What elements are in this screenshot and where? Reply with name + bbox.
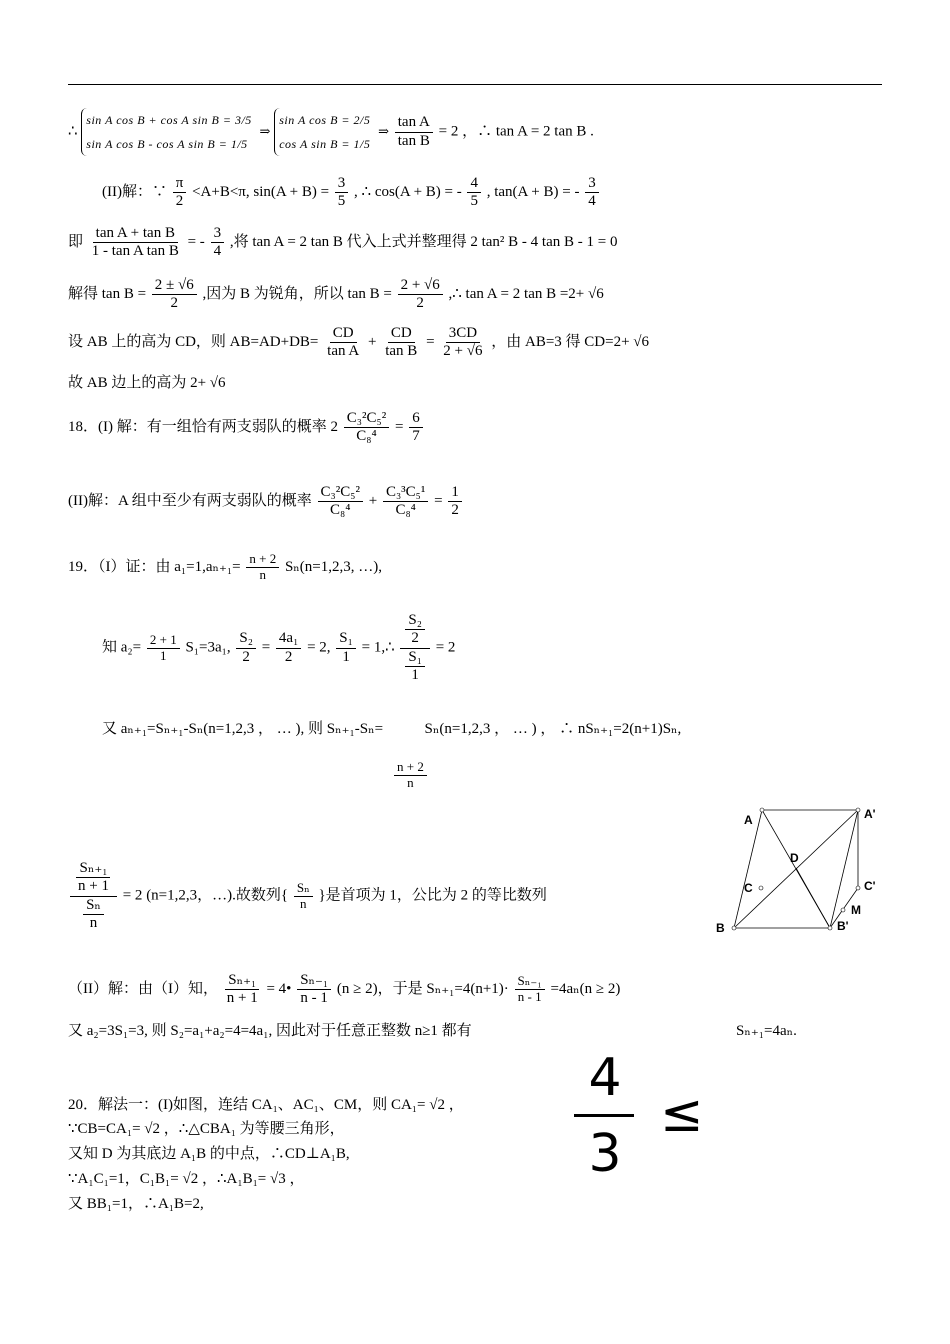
frac-num: 2 + √6 [398, 277, 443, 295]
part2-prefix: （II）解：由（I）知， [68, 981, 218, 998]
frac-den: C₈⁴ [395, 502, 416, 519]
big-leq-symbol: ≤ [660, 1084, 704, 1144]
frac-den: n [259, 566, 267, 582]
point-B1 [828, 926, 832, 930]
frac-den: tan B [385, 343, 418, 360]
p17-line2 [102, 175, 601, 211]
frac-den: C₈⁴ [330, 502, 351, 519]
diff-text: 又 aₙ₊₁=Sₙ₊₁-Sₙ(n=1,2,3 ， … ), 则 Sₙ₊₁-Sₙ= [102, 721, 384, 737]
know-prefix: 知 a₂= [102, 639, 142, 656]
p18-line2 [68, 484, 464, 520]
frac-den: 4 [588, 193, 596, 210]
plus: + [368, 493, 378, 510]
p18-prefix: 18．(I) 解：有一组恰有两支弱队的概率 [68, 419, 327, 436]
equals: = [394, 419, 404, 436]
coefficient: 2 [330, 419, 338, 436]
frac-den: 2 [411, 630, 419, 647]
n-plus-2-over-n [246, 552, 279, 583]
frac-num: 2 + 1 [147, 633, 180, 649]
frac-num: C₃²C₅² [344, 410, 389, 428]
frac-den: 7 [412, 428, 420, 445]
p17-line4 [68, 277, 604, 313]
point-A1 [856, 808, 860, 812]
frac-den: 5 [470, 193, 478, 210]
frac-den: n [89, 914, 98, 931]
height-prefix: 设 AB 上的高为 CD，则 AB=AD+DB= [68, 334, 319, 351]
frac-den: n - 1 [517, 989, 542, 1005]
sin-text: <A+B<π, sin(A + B) = [192, 184, 330, 201]
point-A [760, 808, 764, 812]
frac-num: Sₙ₊₁ [225, 972, 259, 990]
frac-num: 3 [211, 225, 225, 243]
equals-one: = 1,∴ [361, 639, 395, 656]
frac-den: 2 [416, 295, 424, 312]
label-A1: A' [864, 807, 876, 821]
frac-num: CD [330, 325, 357, 343]
s2-over-2 [236, 630, 256, 666]
equals-two: = 2 [122, 887, 143, 904]
s1-text: S₁=3a₁, [185, 639, 231, 656]
tanB-fraction-2 [398, 277, 443, 313]
three-quarters [585, 175, 599, 211]
frac-num: 4a₁ [276, 630, 301, 648]
big-fraction-bar [574, 1114, 634, 1117]
equals-two: = 2 [438, 123, 459, 140]
frac-den: 5 [337, 193, 346, 210]
p20-line1: 20．解法一：(I)如图，连结 CA₁、AC₁、CM，则 CA₁= √2 ， [68, 1097, 464, 1113]
frac-den: n + 1 [78, 878, 109, 895]
frac-num: 3CD [446, 325, 480, 343]
segment-D-B1 [796, 868, 830, 928]
big-numerator: 4 [588, 1048, 622, 1108]
p17-line3 [68, 225, 617, 261]
frac-den: 1 [342, 648, 350, 665]
label-C1: C' [864, 879, 876, 893]
frac-num: tan A + tan B [93, 225, 178, 243]
acute-text: ,因为 B 为锐角，所以 tan B = [202, 286, 392, 303]
frac-den: n + 1 [226, 990, 258, 1007]
one-half [448, 484, 462, 520]
implies-arrow-2: ⇒ [378, 123, 390, 139]
p19-line3 [102, 720, 681, 738]
frac-den: 2 [242, 648, 250, 665]
frac-den: 1 [411, 666, 419, 683]
cos-text: , ∴ cos(A + B) = - [354, 184, 462, 201]
point-B [732, 926, 736, 930]
frac-num: π [173, 175, 187, 193]
comb-fraction-2 [383, 484, 428, 520]
label-B: B [716, 921, 725, 935]
tanB-fraction-1 [152, 277, 197, 313]
frac-den [78, 897, 109, 933]
sys1-eq1: sin A cos B + cos A sin B = 3/5 [86, 113, 252, 127]
six-sevenths [409, 410, 423, 446]
recurrence-tail: Sₙ(n=1,2,3, …), [284, 558, 382, 575]
prism-figure [700, 800, 900, 940]
frac-num: Sₙ [83, 897, 104, 915]
condition-text: (n ≥ 2)，于是 Sₙ₊₁=4(n+1)· [336, 981, 509, 998]
frac-num: tan A [395, 114, 433, 132]
three-fifths [335, 175, 349, 211]
frac-num: 3 [585, 175, 599, 193]
four-dot: = 4• [266, 981, 292, 998]
p19-line2 [102, 612, 455, 684]
four-fifths [467, 175, 481, 211]
frac-num: n + 2 [394, 760, 427, 776]
frac-den: 2 + √6 [443, 343, 483, 360]
pi-over-two [173, 175, 187, 211]
s1-over-1 [336, 630, 356, 666]
p18-line1 [68, 410, 425, 446]
frac-den: 2 [170, 295, 179, 312]
frac-den [400, 649, 430, 685]
substitution-text: ,将 tan A = 2 tan B 代入上式并整理得 2 tan² B - 4 tan B - 1 = 0 [229, 234, 618, 251]
label-D: D [790, 851, 799, 865]
label-M: M [851, 903, 861, 917]
frac-den: n [300, 895, 307, 911]
4a1-over-2 [276, 630, 301, 666]
p19-line5 [68, 972, 620, 1008]
point-M [841, 908, 845, 912]
p18-part2-prefix: (II)解：A 组中至少有两支弱队的概率 [68, 493, 312, 510]
label-C: C [744, 881, 753, 895]
equals: = [426, 334, 435, 351]
p19-line3-fraction [392, 760, 429, 791]
n-plus-2-over-n-2 [394, 760, 427, 791]
line-tail: ，∴ tan A = 2 tan B . [462, 123, 594, 140]
frac-num: Sₙ₋₁ [515, 974, 545, 990]
frac-den: 1 [160, 647, 167, 663]
frac-num [70, 860, 117, 897]
tan-sum-fraction [89, 225, 182, 261]
frac-den: 2 [284, 648, 293, 665]
p17-line5 [68, 325, 649, 361]
sn1-over-n1 [224, 972, 261, 1008]
result-text: =4aₙ(n ≥ 2) [550, 981, 621, 998]
three-cd-fraction [440, 325, 485, 361]
label-A: A [744, 813, 753, 827]
p20-line4: ∵A₁C₁=1，C₁B₁= √2 ，∴A₁B₁= √3 ， [68, 1171, 305, 1187]
plus: + [368, 334, 377, 351]
point-C1 [856, 886, 860, 890]
p19-line6: 又 a₂=3S₁=3, 则 S₂=a₁+a₂=4=4a₁, 因此对于任意正整数 n≥1 都有 [68, 1023, 472, 1039]
figure-labels [716, 807, 876, 935]
frac-den: 4 [213, 243, 222, 260]
sys2-eq1: sin A cos B = 2/5 [279, 113, 371, 127]
p17-line1 [68, 108, 594, 156]
frac-num: Sₙ₊₁ [76, 860, 110, 878]
part2-prefix: (II)解：∵ [102, 184, 167, 201]
sys1-eq2: sin A cos B - cos A sin B = 1/5 [86, 137, 248, 151]
geometric-text: }是首项为 1，公比为 2 的等比数列 [318, 887, 547, 904]
tan-ratio-fraction [395, 114, 433, 150]
p19-line4 [68, 860, 547, 932]
sequence-text: (n=1,2,3，…).故数列{ [146, 887, 289, 904]
frac-num: 2 ± √6 [152, 277, 197, 295]
p20-line3: 又知 D 为其底边 A₁B 的中点，∴CD⊥A₁B, [68, 1146, 350, 1162]
big-denominator: 3 [588, 1124, 622, 1184]
frac-num: C₃³C₅¹ [383, 484, 428, 502]
equation-system-1 [81, 108, 255, 156]
frac-num: 3 [335, 175, 349, 193]
frac-num: S₂ [405, 612, 425, 630]
frac-den: n [407, 774, 414, 790]
frac-num: 6 [409, 410, 423, 428]
frac-num: S₂ [236, 630, 256, 648]
frac-num [400, 612, 430, 649]
ratio-compound-fraction [70, 860, 117, 932]
edge-A-B [734, 810, 762, 928]
cd-tanA [324, 325, 362, 361]
equals: = [261, 639, 271, 656]
therefore-symbol: ∴ [68, 123, 78, 140]
three-over-one [147, 633, 180, 664]
cd-result: ，由 AB=3 得 CD=2+ √6 [491, 334, 650, 351]
p19-line6-tail: Sₙ₊₁=4aₙ. [736, 1023, 797, 1039]
frac-num: n + 2 [246, 552, 279, 568]
frac-den: tan B [397, 132, 430, 149]
tan-text: , tan(A + B) = - [486, 184, 580, 201]
frac-num: Sₙ₋₁ [297, 972, 331, 990]
three-quarters-2 [211, 225, 225, 261]
frac-num: S₁ [336, 630, 356, 648]
p19-line1 [68, 552, 382, 583]
implies-arrow: ⇒ [259, 123, 271, 139]
sn-1-over-n-1 [297, 972, 331, 1008]
frac-den: 2 [175, 193, 184, 210]
frac-num: 1 [448, 484, 462, 502]
p19-prefix: 19．（I）证：由 a₁=1,aₙ₊₁= [68, 558, 241, 575]
equals-two: = 2 [435, 639, 456, 656]
frac-den: 1 - tan A tan B [91, 243, 179, 260]
point-C [759, 886, 763, 890]
p20-line5: 又 BB₁=1，∴A₁B=2, [68, 1196, 204, 1212]
frac-den: C₈⁴ [356, 428, 377, 445]
comb-fraction-1 [318, 484, 363, 520]
figure-edges [734, 810, 858, 928]
compound-fraction [400, 612, 430, 684]
sys2-eq2: cos A sin B = 1/5 [279, 137, 371, 151]
frac-den: 2 [451, 502, 459, 519]
frac-num: 4 [467, 175, 481, 193]
frac-den: tan A [327, 343, 360, 360]
equals-minus: = - [187, 234, 205, 251]
sn-1-over-n-1-b [515, 974, 545, 1005]
ji-prefix: 即 [68, 234, 84, 251]
frac-num: S₁ [405, 649, 425, 667]
cd-tanB [382, 325, 420, 361]
tanA-result: ,∴ tan A = 2 tan B =2+ √6 [448, 286, 604, 303]
equals-two: = 2, [307, 639, 331, 656]
solve-prefix: 解得 tan B = [68, 286, 147, 303]
p20-line2: ∵CB=CA₁= √2 ，∴△CBA₁ 为等腰三角形， [68, 1121, 345, 1137]
frac-num: Sₙ [294, 881, 313, 897]
p17-line6: 故 AB 边上的高为 2+ √6 [68, 375, 226, 391]
header-rule [68, 84, 882, 85]
comb-fraction [344, 410, 389, 446]
equation-system-2 [274, 108, 374, 156]
frac-num: CD [388, 325, 415, 343]
diff-text-2: Sₙ(n=1,2,3 ， … ) ， ∴ nSₙ₊₁=2(n+1)Sₙ, [424, 721, 682, 737]
sn-over-n [294, 881, 313, 912]
frac-num: C₃²C₅² [318, 484, 363, 502]
equals: = [434, 493, 443, 510]
frac-den: n - 1 [300, 990, 328, 1007]
label-B1: B' [837, 919, 849, 933]
